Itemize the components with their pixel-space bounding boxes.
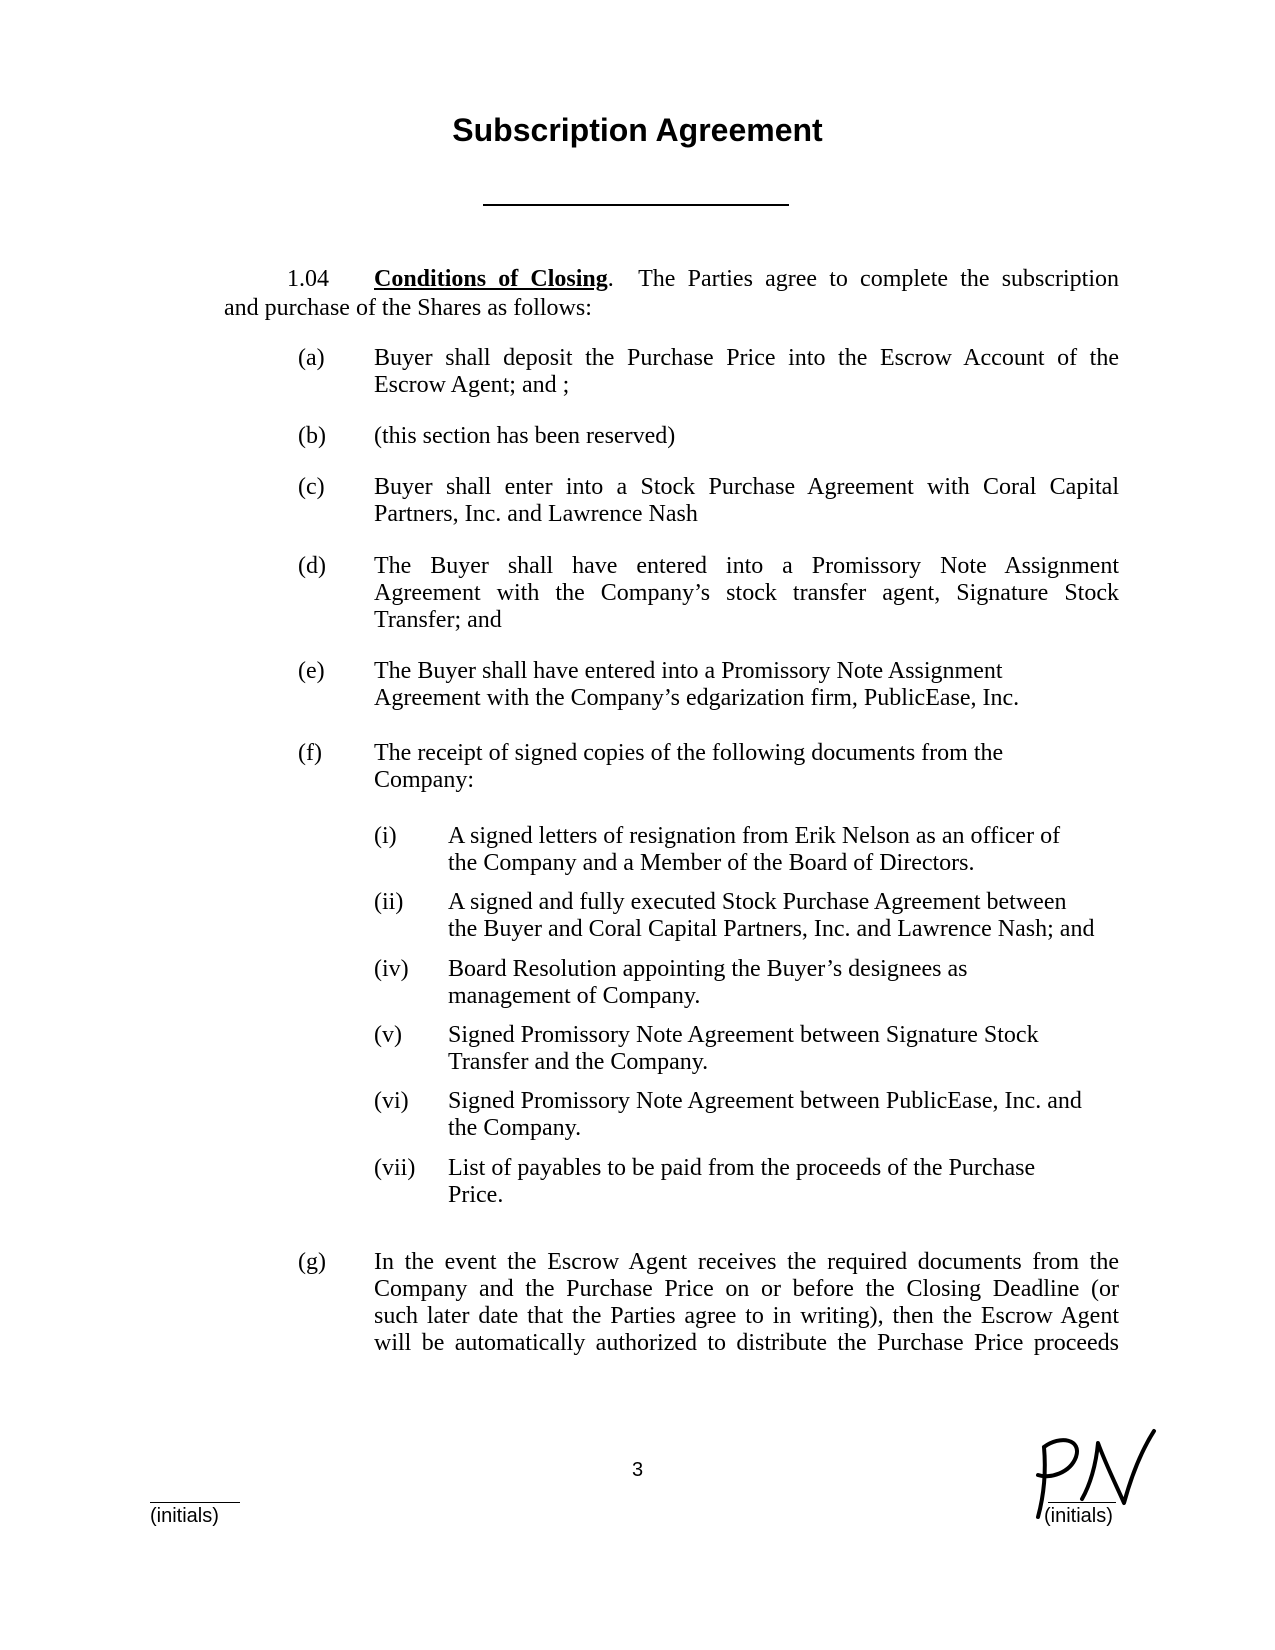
right-initials-label: (initials) xyxy=(1044,1505,1113,1527)
item-text: Transfer; and xyxy=(374,607,502,633)
item-label: (a) xyxy=(298,345,325,371)
item-text: Partners, Inc. and Lawrence Nash xyxy=(374,501,698,527)
item-text: will be automatically authorized to distribute the Purchase Price proceeds xyxy=(374,1330,1119,1356)
subitem-text: A signed and fully executed Stock Purchase Agreement between xyxy=(448,889,1067,915)
section-intro-line1: The Parties agree to complete the subscription xyxy=(638,266,1120,292)
left-initials-label: (initials) xyxy=(150,1505,219,1527)
item-label: (f) xyxy=(298,740,322,766)
subitem-text: List of payables to be paid from the proceeds of the Purchase xyxy=(448,1155,1036,1181)
item-text: The receipt of signed copies of the following documents from the xyxy=(374,740,1004,766)
subitem-text: the Company. xyxy=(448,1115,582,1141)
item-text: Agreement with the Company’s edgarization firm, PublicEase, Inc. xyxy=(374,685,1020,711)
subitem-label: (v) xyxy=(374,1022,402,1048)
item-text: In the event the Escrow Agent receives the required documents from the xyxy=(374,1249,1119,1275)
section-number: 1.04 xyxy=(287,266,329,292)
item-text: Company and the Purchase Price on or before the Closing Deadline (or xyxy=(374,1276,1119,1302)
section-intro-line2: and purchase of the Shares as follows: xyxy=(224,295,592,321)
item-label: (d) xyxy=(298,553,326,579)
subitem-text: Transfer and the Company. xyxy=(448,1049,709,1075)
document-title: Subscription Agreement xyxy=(452,112,823,148)
subitem-text: Price. xyxy=(448,1182,504,1208)
section-heading: Conditions of Closing xyxy=(374,266,608,292)
subitem-label: (ii) xyxy=(374,889,404,915)
item-label: (e) xyxy=(298,658,325,684)
subitem-label: (vi) xyxy=(374,1088,409,1114)
item-text: such later date that the Parties agree to in writing), then the Escrow Agent xyxy=(374,1303,1119,1329)
item-text: Buyer shall deposit the Purchase Price into the Escrow Account of the xyxy=(374,345,1119,371)
subitem-text: management of Company. xyxy=(448,983,701,1009)
title-underline xyxy=(483,204,789,206)
subitem-text: Signed Promissory Note Agreement between PublicEase, Inc. and xyxy=(448,1088,1082,1114)
item-text: Escrow Agent; and ; xyxy=(374,372,570,398)
item-text: Company: xyxy=(374,767,474,793)
subitem-text: the Buyer and Coral Capital Partners, Inc. and Lawrence Nash; and xyxy=(448,916,1095,942)
subitem-text: Board Resolution appointing the Buyer’s designees as xyxy=(448,956,968,982)
subitem-text: Signed Promissory Note Agreement between Signature Stock xyxy=(448,1022,1039,1048)
item-text: The Buyer shall have entered into a Promissory Note Assignment xyxy=(374,658,1003,684)
subitem-label: (iv) xyxy=(374,956,409,982)
subitem-label: (i) xyxy=(374,823,397,849)
item-text: The Buyer shall have entered into a Promissory Note Assignment xyxy=(374,553,1119,579)
section-heading-line: Conditions of Closing. The Parties agree to complete the subscription xyxy=(374,266,1120,292)
item-label: (b) xyxy=(298,423,326,449)
page-number: 3 xyxy=(631,1459,644,1481)
subitem-text: A signed letters of resignation from Erik Nelson as an officer of xyxy=(448,823,1061,849)
item-label: (c) xyxy=(298,474,325,500)
subitem-text: the Company and a Member of the Board of Directors. xyxy=(448,850,975,876)
signature-initials xyxy=(1020,1425,1160,1525)
item-label: (g) xyxy=(298,1249,326,1275)
item-text: Buyer shall enter into a Stock Purchase Agreement with Coral Capital xyxy=(374,474,1119,500)
item-text: Agreement with the Company’s stock transfer agent, Signature Stock xyxy=(374,580,1119,606)
subitem-label: (vii) xyxy=(374,1155,416,1181)
left-initials-line xyxy=(150,1502,240,1503)
item-text: (this section has been reserved) xyxy=(374,423,676,449)
